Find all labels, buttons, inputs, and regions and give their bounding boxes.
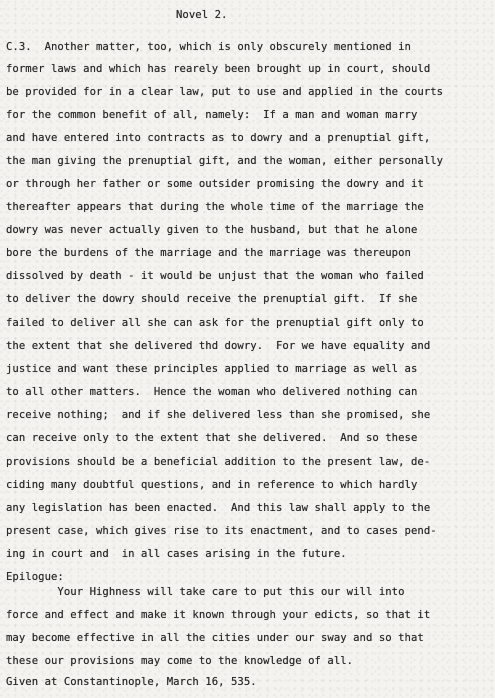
text-line: former laws and which has rearely been brought up in court, should <box>6 63 431 75</box>
document-date-line: Given at Constantinople, March 16, 535. <box>6 676 257 688</box>
text-line: bore the burdens of the marriage and the marriage was thereupon <box>6 247 411 259</box>
text-line: thereafter appears that during the whole time of the marriage the <box>6 201 424 213</box>
text-line: ing in court and in all cases arising in the future. <box>6 548 347 560</box>
text-line: receive nothing; and if she delivered less than she promised, she <box>6 409 431 421</box>
text-line: to deliver the dowry should receive the prenuptial gift. If she <box>6 293 418 305</box>
text-line: dowry was never actually given to the husband, but that he alone <box>6 224 418 236</box>
epilogue-heading: Epilogue: <box>6 571 64 583</box>
text-line: be provided for in a clear law, put to use and applied in the courts <box>6 86 444 98</box>
text-line: Your Highness will take care to put this our will into <box>6 586 405 598</box>
text-line: any legislation has been enacted. And this law shall apply to the <box>6 502 431 514</box>
text-line: force and effect and make it known through your edicts, so that it <box>6 609 431 621</box>
text-line: provisions should be a beneficial addition to the present law, de- <box>6 456 431 468</box>
text-line: ciding many doubtful questions, and in reference to which hardly <box>6 479 418 491</box>
text-line: dissolved by death - it would be unjust that the woman who failed <box>6 270 424 282</box>
text-line: justice and want these principles applied to marriage as well as <box>6 363 418 375</box>
text-line: present case, which gives rise to its enactment, and to cases pend- <box>6 525 437 537</box>
document-title: Novel 2. <box>176 9 228 21</box>
text-line: to all other matters. Hence the woman who delivered nothing can <box>6 386 418 398</box>
text-line: the extent that she delivered thd dowry. For we have equality and <box>6 340 431 352</box>
text-line: these our provisions may come to the knowledge of all. <box>6 655 354 667</box>
text-line: for the common benefit of all, namely: If a man and woman marry <box>6 109 418 121</box>
text-line: C.3. Another matter, too, which is only obscurely mentioned in <box>6 41 411 53</box>
text-line: may become effective in all the cities under our sway and so that <box>6 632 424 644</box>
text-line: can receive only to the extent that she delivered. And so these <box>6 432 418 444</box>
text-line: failed to deliver all she can ask for the prenuptial gift only to <box>6 317 424 329</box>
text-line: or through her father or some outsider promising the dowry and it <box>6 178 424 190</box>
text-line: the man giving the prenuptial gift, and the woman, either personally <box>6 155 444 167</box>
text-line: and have entered into contracts as to dowry and a prenuptial gift, <box>6 132 431 144</box>
